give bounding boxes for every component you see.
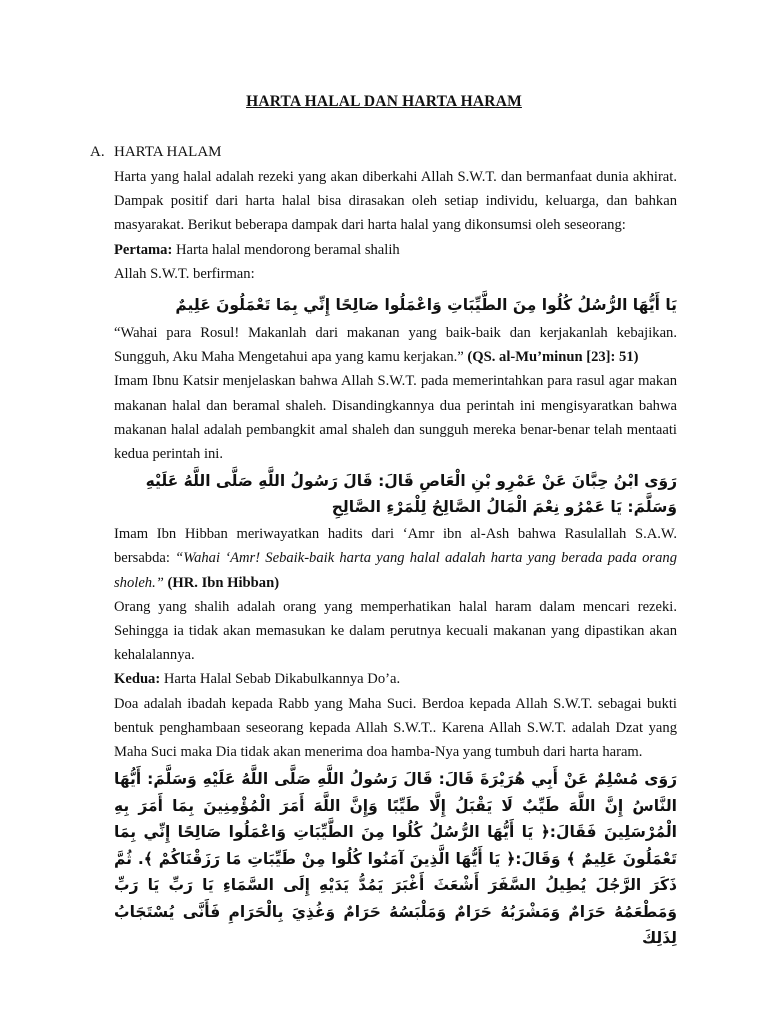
point-first-text: Harta halal mendorong beramal shalih [176, 241, 400, 258]
ayat-reference: (QS. al-Mu’minun [23]: 51) [467, 349, 639, 366]
document-body [114, 165, 677, 952]
paragraph-intro: Harta yang halal adalah rezeki yang akan diberkahi Allah S.W.T. dan bermanfaat dunia akhirat. Dampak positif dari harta halal bisa dirasakan oleh setiap individu, keluarga, dan bahkan masyarakat. Berikut beberapa dampak dari harta halal yang dikonsumsi oleh seseorang: [114, 169, 677, 234]
point-second-text: Harta Halal Sebab Dikabulkannya Do’a. [163, 671, 401, 688]
point-first-label: Pertama: [114, 241, 173, 258]
paragraph-orang-shalih: Orang yang shalih adalah orang yang memperhatikan halal haram dalam mencari rezeki. Sehingga ia tidak akan memasukan ke dalam perutnya kecuali makanan yang dipastikan akan kehalalannya. [114, 598, 677, 664]
ayat-arabic: يَا أَيُّهَا الرُّسُلُ كُلُوا مِنَ الطَّيِّبَاتِ وَاعْمَلُوا صَالِحًا إِنِّي بِمَا تَعْمَلُونَ عَلِيمٌ [175, 296, 677, 315]
point-second [114, 667, 677, 691]
point-second-label: Kedua: [114, 671, 161, 688]
section-heading [90, 144, 221, 161]
paragraph-ibnu-katsir: Imam Ibnu Katsir menjelaskan bahwa Allah S.W.T. pada memerintahkan para rasul agar makan makanan halal dan beramal shaleh. Disandingkannya dua perintah ini mengisyaratkan bahwa makanan halal adalah pembangkit amal shaleh dan sungguh mereka benar-benar telah mentaati kedua perintah ini. [114, 373, 677, 463]
hadith-quote: “Wahai ‘Amr! Sebaik-baik harta yang halal adalah harta yang berada pada orang sholeh.” [114, 550, 677, 591]
hadith-intro: Imam Ibn Hibban meriwayatkan hadits dari ‘Amr ibn al-Ash bahwa Rasulallah S.A.W. bersabda: [114, 526, 677, 567]
firman-intro: Allah S.W.T. berfirman: [114, 265, 255, 282]
hadith-ibn-hibban-arabic: رَوَى ابْنُ حِبَّانَ عَنْ عَمْرِو بْنِ الْعَاصِ قَالَ: قَالَ رَسُولُ اللَّهِ صَلَّى اللَّهُ عَلَيْهِ وَسَلَّمَ: يَا عَمْرُو نِعْمَ الْمَالُ الصَّالِحُ لِلْمَرْءِ الصَّالِحِ [145, 472, 677, 517]
paragraph-doa: Doa adalah ibadah kepada Rabb yang Maha Suci. Berdoa kepada Allah S.W.T. sebagai bukti bentuk penghambaan seseorang kepada Allah S.W.T.. Karena Allah S.W.T. adalah Dzat yang Maha Suci maka Dia tidak akan menerima doa hamba-Nya yang tumbuh dari harta haram. [114, 695, 677, 761]
ayat-translation-paragraph [114, 321, 677, 369]
ayat-translation: “Wahai para Rosul! Makanlah dari makanan yang baik-baik dan kerjakanlah kebajikan. Sungguh, Aku Maha Mengetahui apa yang kamu kerjakan.” [114, 325, 677, 366]
section-number: A. [90, 144, 105, 160]
section-title: HARTA HALAM [114, 144, 222, 160]
point-first [114, 238, 677, 262]
hadith-reference: (HR. Ibn Hibban) [167, 574, 280, 591]
paragraph-ibn-hibban [114, 522, 677, 595]
document-title: HARTA HALAL DAN HARTA HARAM [246, 93, 522, 110]
hadith-muslim-arabic: رَوَى مُسْلِمٌ عَنْ أَبِي هُرَيْرَةَ قَالَ: قَالَ رَسُولُ اللَّهِ صَلَّى اللَّهُ عَلَيْهِ وَسَلَّمَ: أَيُّهَا النَّاسُ إِنَّ اللَّهَ طَيِّبٌ لَا يَقْبَلُ إِلَّا طَيِّبًا وَإِنَّ اللَّهَ أَمَرَ الْمُؤْمِنِينَ بِمَا أَمَرَ بِهِ الْمُرْسَلِينَ فَقَالَ:﴿ يَا أَيُّهَا الرُّسُلُ كُلُوا مِنَ الطَّيِّبَاتِ وَاعْمَلُوا صَالِحًا إِنِّي بِمَا تَعْمَلُونَ عَلِيمٌ ﴾ وَقَالَ:﴿ يَا أَيُّهَا الَّذِينَ آمَنُوا كُلُوا مِنْ طَيِّبَاتِ مَا رَزَقْنَاكُمْ ﴾. ثُمَّ ذَكَرَ الرَّجُلَ يُطِيلُ السَّفَرَ أَشْعَثَ أَغْبَرَ يَمُدُّ يَدَيْهِ إِلَى السَّمَاءِ يَا رَبِّ يَا رَبِّ وَمَطْعَمُهُ حَرَامٌ وَمَشْرَبُهُ حَرَامٌ وَمَلْبَسُهُ حَرَامٌ وَغُذِيَ بِالْحَرَامِ فَأَنَّى يُسْتَجَابُ لِذَلِكَ [114, 770, 677, 948]
